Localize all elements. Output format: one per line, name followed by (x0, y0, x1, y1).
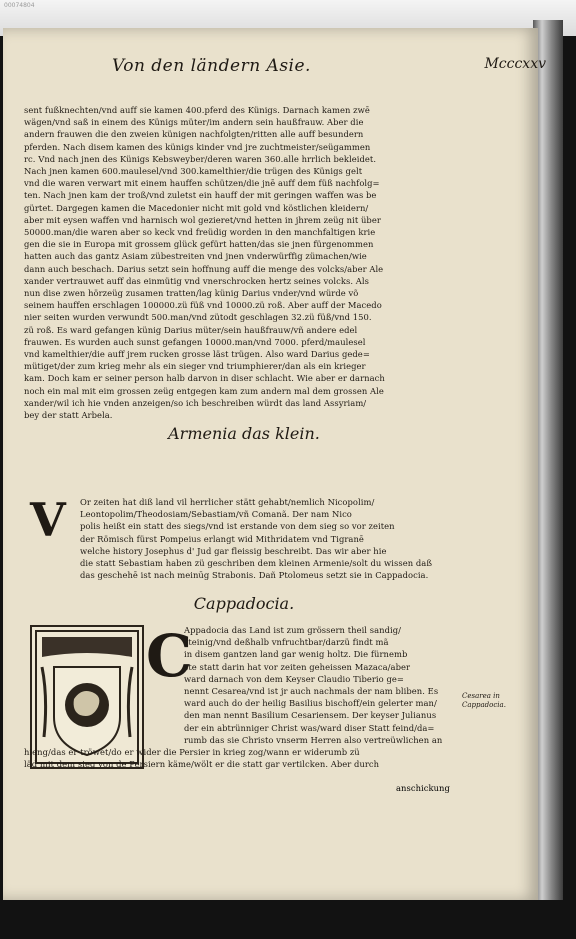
text-line: ste statt darin hat vor zeiten geheissen Mazaca/aber (184, 661, 411, 672)
heading-cappadocia: Cappadocia. (193, 594, 295, 613)
paragraph-cappadocia-indented (184, 624, 464, 746)
text-line: läd mit dem sieg von de Persiern käme/wölt er die statt gar vertilcken. Aber durch (24, 759, 380, 770)
text-line: Or zeiten hat diß land vil herrlicher stätt gehabt/nemlich Nicopolim/ (80, 497, 375, 507)
running-head: Von den ländern Asie. (112, 56, 311, 76)
text-line: gen die sie in Europa mit grossem glück gefürt hatten/das sie jnen fürgenommen (24, 239, 374, 250)
text-line: zü roß. Es ward gefangen künig Darius müter/sein haußfrauw/vñ andere edel (24, 324, 358, 335)
catchword: anschickung (396, 783, 450, 793)
paragraph-cappadocia-full (24, 746, 464, 770)
text-line: kam. Doch kam er seiner person halb darvon in diser schlacht. Wie aber er darnach (24, 373, 385, 384)
text-line: wägen/vnd saß in einem des Künigs müter/im andern sein haußfrauw. Aber die (24, 117, 364, 128)
text-line: ward darnach von dem Keyser Claudio Tiberio ge= (184, 673, 404, 684)
text-line: rumb das sie Christo vnserm Herren also vertreüwlichen an (184, 734, 443, 745)
text-line: nun dise zwen hörzeüg zusamen tratten/lag künig Darius vnder/vnd würde võ (24, 288, 359, 299)
text-line: mütiget/der zum krieg mehr als ein sieger vnd triumphierer/dan als ein krieger (24, 361, 366, 372)
marginal-note-line: Cesarea in (462, 692, 500, 700)
paragraph-persian-army (24, 104, 464, 421)
text-line: dann auch beschach. Darius setzt sein hoffnung auff die menge des volcks/aber Ale (24, 263, 384, 274)
text-line: welche history Josephus d' Jud gar fleissig beschreibt. Das wir aber hie (80, 545, 387, 556)
text-line: polis heißt ein statt des siegs/vnd ist erstande von dem sieg so vor zeiten (80, 521, 395, 532)
text-line: hatten auch das gantz Asiam zübestreiten vnd jnen vnderwürffig zümachen/wie (24, 251, 367, 262)
text-line: noch ein mal mit eim grossen zeüg entgegen kam zum andern mal dem grossen Ale (24, 385, 384, 396)
text-line: hieng/das er tröwet/do er wider die Persier in krieg zog/wann er widerumb zü (24, 747, 360, 757)
text-line: steinig/vnd deßhalb vnfruchtbar/darzü findt mã (184, 637, 389, 648)
text-line: vnd kamelthier/die auff jrem rucken grosse läst trügen. Also ward Darius gede= (24, 349, 370, 360)
marginal-note-line: Cappadocia. (462, 701, 506, 709)
text-line: 50000.man/die waren aber so keck vnd freüdig worden in den manchfaltigen krie (24, 227, 376, 238)
folio-number: Mcccxxv (484, 56, 546, 72)
text-line: ten. Nach jnen kam der troß/vnd zuletst ein hauff der mit geringen waffen was be (24, 190, 377, 201)
text-line: der Römisch fürst Pompeius erlangt wid Mithridatem vnd Tigranē (80, 533, 364, 544)
text-line: andern frauwen die den zweien künigen nachfolgten/ritten alle auff besundern (24, 129, 364, 140)
text-line: in disem gantzen land gar wenig holtz. Die fürnemb (184, 649, 408, 660)
marginal-note (462, 692, 506, 710)
text-line: sent fußknechten/vnd auff sie kamen 400.pferd des Künigs. Darnach kamen zwē (24, 105, 370, 115)
text-line: xander/wil ich hie vnden anzeigen/so ich beschreiben würdt das land Assyriam/ (24, 397, 367, 408)
text-line: seinem hauffen erschlagen 100000.zü füß vnd 10000.zü roß. Aber auff der Macedo (24, 300, 382, 311)
text-line: Nach jnen kamen 600.maulesel/vnd 300.kamelthier/die trügen des Künigs gelt (24, 166, 363, 177)
text-line: den man nennt Basilium Cesariensem. Der keyser Julianus (184, 710, 437, 721)
text-line: rc. Vnd nach jnen des Künigs Kebsweyber/deren waren 360.alle hrrlich bekleidet. (24, 153, 377, 164)
paragraph-armenia (80, 496, 464, 581)
text-line: nier seiten wurden verwundt 500.man/vnd zütodt geschlagen 32.zü füß/vnd 150. (24, 312, 372, 323)
heading-armenia: Armenia das klein. (168, 424, 320, 443)
text-line: Leontopolim/Theodosiam/Sebastiam/vñ Comanã. Der nam Nico (80, 509, 352, 520)
text-line: der ein abtrünniger Christ was/ward diser Statt feind/da= (184, 722, 435, 733)
text-line: ward auch do der heilig Basilius bischoff/ein gelerter man/ (184, 698, 437, 709)
text-line: vnd die waren verwart mit einem hauffen schützen/die jnē auff dem füß nachfolg= (24, 178, 380, 189)
text-line: die statt Sebastiam haben zü geschriben dem kleinen Armenie/solt du wissen daß (80, 558, 432, 569)
text-line: aber mit eysen waffen vnd harnisch wol gezieret/vnd hetten in jhrem zeüg nit über (24, 214, 381, 225)
scan-id: 00074804 (4, 2, 35, 9)
text-line: Appadocia das Land ist zum grössern theil sandig/ (184, 625, 402, 635)
dropcap-cappadocia: C (146, 622, 193, 690)
dropcap-armenia: V (30, 493, 66, 547)
text-line: xander vertrauwet auff das einmütig vnd vnerschrocken hertz seines volcks. Als (24, 275, 369, 286)
text-line: das geschehē ist nach meinūg Strabonis. Dañ Ptolomeus setzt sie in Cappadocia. (80, 570, 429, 581)
text-line: gürtet. Dargegen kamen die Macedonier nicht mit gold vnd köstlichen kleidern/ (24, 202, 369, 213)
text-line: nennt Cesarea/vnd ist jr auch nachmals der nam bliben. Es (184, 686, 439, 697)
text-line: frauwen. Es wurden auch sunst gefangen 10000.man/vnd 7000. pferd/maulesel (24, 336, 366, 347)
text-line: pferden. Nach disem kamen des künigs kinder vnd jre zuchtmeister/seügammen (24, 141, 371, 152)
text-line: bey der statt Arbela. (24, 410, 113, 421)
